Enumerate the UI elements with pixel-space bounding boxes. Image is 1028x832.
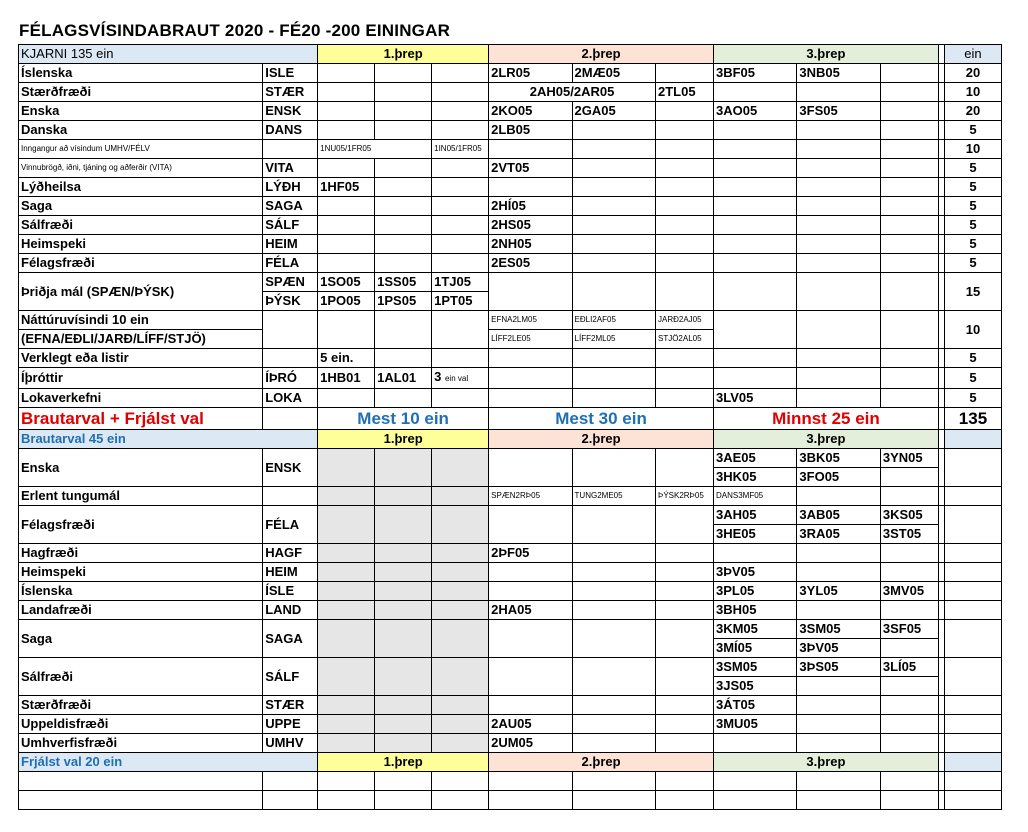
kjarni-header: KJARNI 135 ein (19, 45, 318, 64)
minnst-25: Minnst 25 ein (713, 408, 938, 430)
table-row: 3JS05 (19, 677, 1002, 696)
table-row: 3HE05 3RA05 3ST05 (19, 525, 1002, 544)
table-row: Heimspeki HEIM 3ÞV05 (19, 563, 1002, 582)
table-row: Danska DANS 2LB05 5 (19, 121, 1002, 140)
brautarval-header-row: Brautarval 45 ein 1.þrep 2.þrep 3.þrep (19, 430, 1002, 449)
table-row (19, 772, 1002, 791)
table-row: Vinnubrögð, iðni, tjáning og aðferðir (VITA) VITA 2VT05 5 (19, 159, 1002, 178)
summary-label: Brautarval + Frjálst val (19, 408, 263, 430)
table-row: Verklegt eða listir 5 ein. 5 (19, 349, 1002, 368)
table-row: Inngangur að vísindum UMHV/FÉLV 1NU05/1FR05 1IN05/1FR05 10 (19, 140, 1002, 159)
table-row: Félagsfræði FÉLA 3AH05 3AB05 3KS05 (19, 506, 1002, 525)
table-row: Heimspeki HEIM 2NH05 5 (19, 235, 1002, 254)
table-row: Umhverfisfræði UMHV 2UM05 (19, 734, 1002, 753)
table-row: Íslenska ISLE 2LR05 2MÆ05 3BF05 3NB05 20 (19, 64, 1002, 83)
step1-header: 1.þrep (318, 45, 489, 64)
table-row: 3MÍ05 3ÞV05 (19, 639, 1002, 658)
mest-30: Mest 30 ein (489, 408, 714, 430)
frjalst-header: Frjálst val 20 ein (19, 753, 318, 772)
table-row: Hagfræði HAGF 2ÞF05 (19, 544, 1002, 563)
table-row: Lokaverkefni LOKA 3LV05 5 (19, 389, 1002, 408)
table-row (19, 791, 1002, 810)
table-row: Náttúruvísindi 10 ein EFNA2LM05 EÐLI2AF05 JARÐ2AJ05 10 (19, 311, 1002, 330)
kjarni-header-row (19, 45, 1002, 64)
step3-header: 3.þrep (713, 45, 938, 64)
total-units: 135 (944, 408, 1001, 430)
frjalst-header-row: Frjálst val 20 ein 1.þrep 2.þrep 3.þrep (19, 753, 1002, 772)
table-row: ÞÝSK 1PO05 1PS05 1PT05 (19, 292, 1002, 311)
table-row: Stærðfræði STÆR 2AH05/2AR05 2TL05 10 (19, 83, 1002, 102)
curriculum-table (18, 44, 1002, 810)
mest-10: Mest 10 ein (318, 408, 489, 430)
table-row: Íslenska ÍSLE 3PL05 3YL05 3MV05 (19, 582, 1002, 601)
table-row: Félagsfræði FÉLA 2ES05 5 (19, 254, 1002, 273)
ein-header: ein (944, 45, 1001, 64)
table-row: Lýðheilsa LÝÐH 1HF05 5 (19, 178, 1002, 197)
table-row: Stærðfræði STÆR 3ÁT05 (19, 696, 1002, 715)
table-row: Uppeldisfræði UPPE 2AU05 3MU05 (19, 715, 1002, 734)
table-row: Landafræði LAND 2HA05 3BH05 (19, 601, 1002, 620)
table-row: Saga SAGA 2HÍ05 5 (19, 197, 1002, 216)
table-row: Saga SAGA 3KM05 3SM05 3SF05 (19, 620, 1002, 639)
step2-header: 2.þrep (489, 45, 714, 64)
table-row: Enska ENSK 2KO05 2GA05 3AO05 3FS05 20 (19, 102, 1002, 121)
table-row: (EFNA/EÐLI/JARÐ/LÍFF/STJÖ) LÍFF2LE05 LÍFF2ML05 STJÖ2AL05 (19, 330, 1002, 349)
table-row: Sálfræði SÁLF 3SM05 3ÞS05 3LÍ05 (19, 658, 1002, 677)
table-row: Erlent tungumál SPÆN2RÞ05 TUNG2ME05 ÞÝSK2RÞ05 DANS3MF05 (19, 487, 1002, 506)
table-row: Íþróttir ÍÞRÓ 1HB01 1AL01 3 ein val 5 (19, 368, 1002, 389)
table-row: 3HK05 3FO05 (19, 468, 1002, 487)
brautarval-header: Brautarval 45 ein (19, 430, 318, 449)
summary-row (19, 408, 1002, 430)
page-title: FÉLAGSVÍSINDABRAUT 2020 - FÉ20 -200 EININGAR (19, 21, 451, 40)
table-row: Enska ENSK 3AE05 3BK05 3YN05 (19, 449, 1002, 468)
table-row: Sálfræði SÁLF 2HS05 5 (19, 216, 1002, 235)
table-row: Þriðja mál (SPÆN/ÞÝSK) SPÆN 1SO05 1SS05 1TJ05 15 (19, 273, 1002, 292)
